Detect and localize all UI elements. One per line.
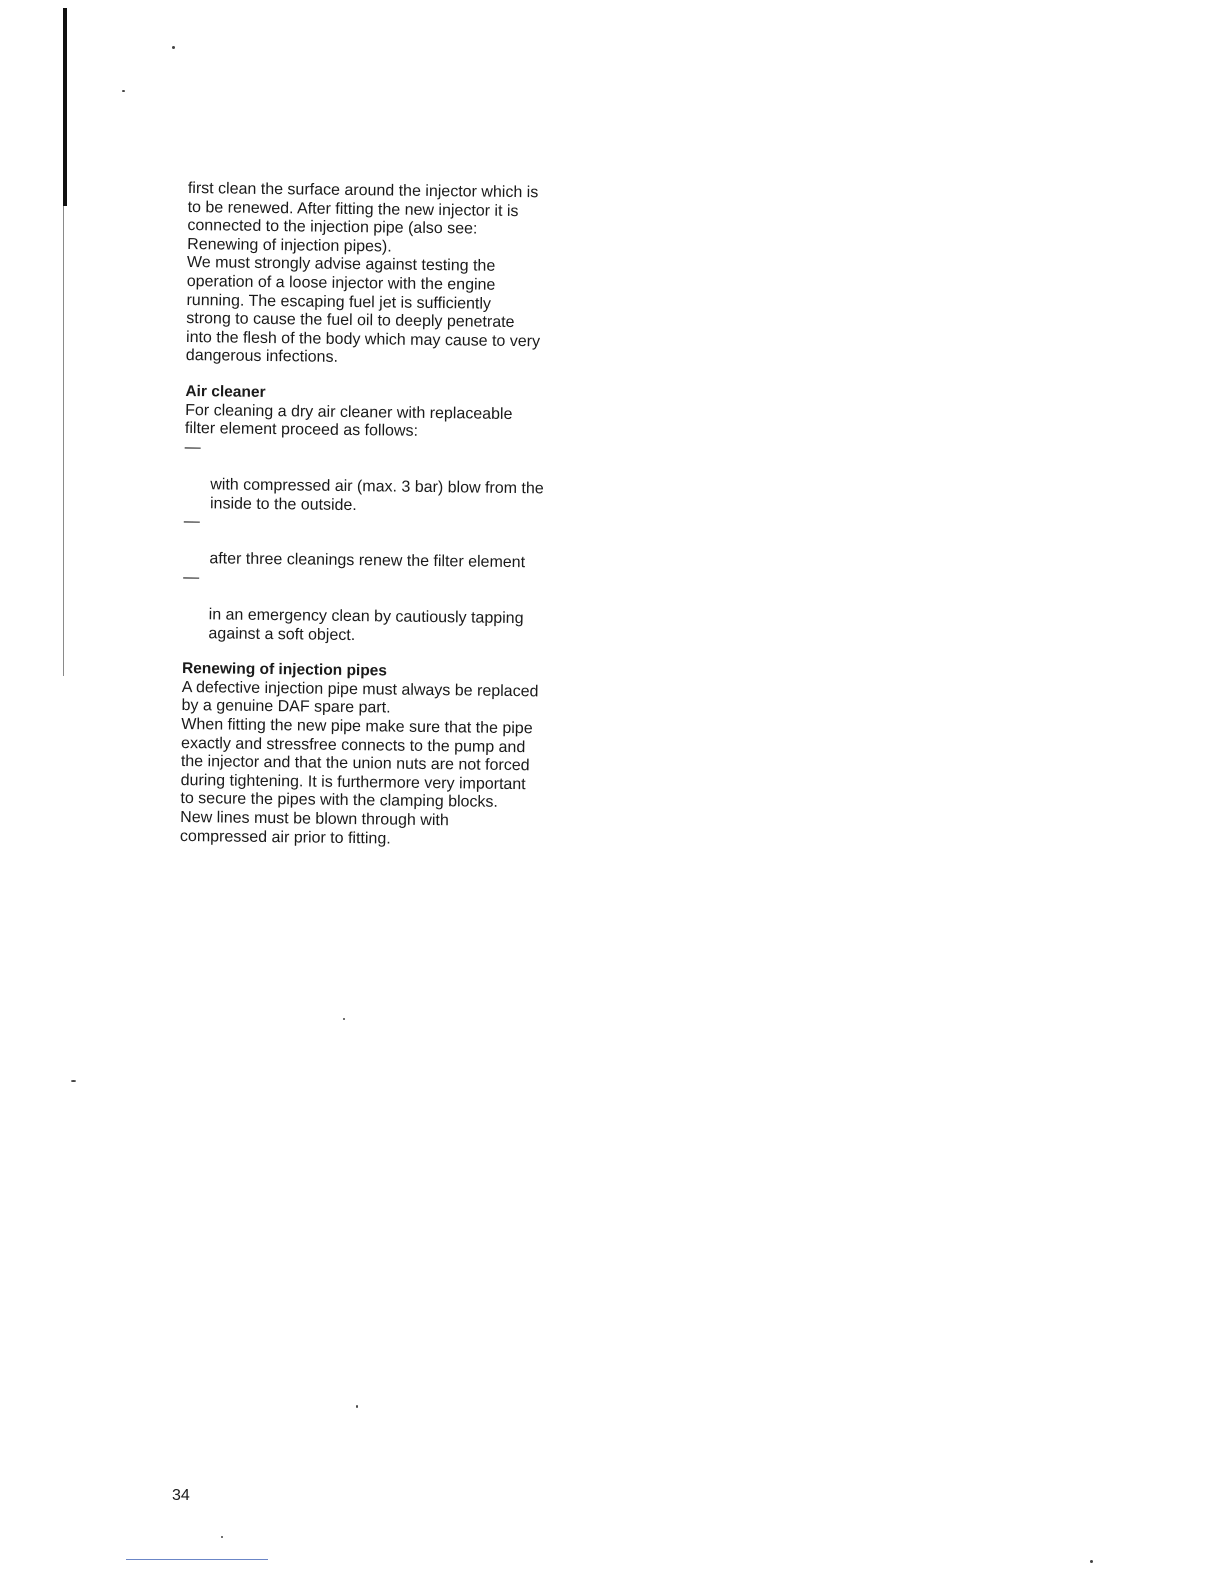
footer-rule [126, 1559, 268, 1560]
list-item [184, 439, 615, 519]
air-cleaner-heading: Air cleaner [185, 382, 266, 401]
air-cleaner-steps [182, 439, 614, 649]
list-item-text: with compressed air (max. 3 bar) blow from the inside to the outside. [209, 476, 544, 514]
scan-speck [122, 90, 125, 92]
air-cleaner-intro: For cleaning a dry air cleaner with replaceable filter element proceed as follows: [184, 401, 513, 440]
binding-edge-shadow [63, 206, 64, 676]
list-item-text: after three cleanings renew the filter element [209, 550, 526, 572]
list-item [183, 513, 614, 574]
dash-bullet: — [184, 438, 201, 456]
injection-pipes-heading: Renewing of injection pipes [181, 660, 388, 680]
scan-speck [1090, 1560, 1093, 1563]
scan-speck [343, 1018, 345, 1020]
list-item-text: in an emergency clean by cautiously tapping against a soft object. [208, 606, 524, 644]
scan-speck [356, 1405, 358, 1408]
page-content [180, 180, 618, 851]
binding-edge-mark [63, 8, 67, 206]
scan-speck [221, 1536, 223, 1538]
scan-speck [172, 46, 175, 49]
intro-paragraph: first clean the surface around the injector which is to be renewed. After fitting the new injector it is connected to the injection pipe (also see: Renewing of injection pipes). We must strongly advise against testing the operation of a loose injector with the engine running. The escaping fuel jet is sufficiently strong to cause the fuel oil to deeply penetrate into the flesh of the body which may cause to very dangerous infections. [185, 180, 541, 367]
injection-pipes-paragraph: A defective injection pipe must always be replaced by a genuine DAF spare part. When fitting the new pipe make sure that the pipe exactly and stressfree connects to the pump and the injector and that the union nuts are not forced during tightening. It is furthermore very important to secure the pipes with the clamping blocks. New lines must be blown through with compressed air prior to fitting. [179, 678, 539, 848]
dash-bullet: — [183, 568, 200, 587]
scan-speck [71, 1080, 76, 1082]
page-number: 34 [172, 1487, 190, 1504]
dash-bullet: — [183, 513, 200, 531]
list-item [182, 569, 613, 649]
